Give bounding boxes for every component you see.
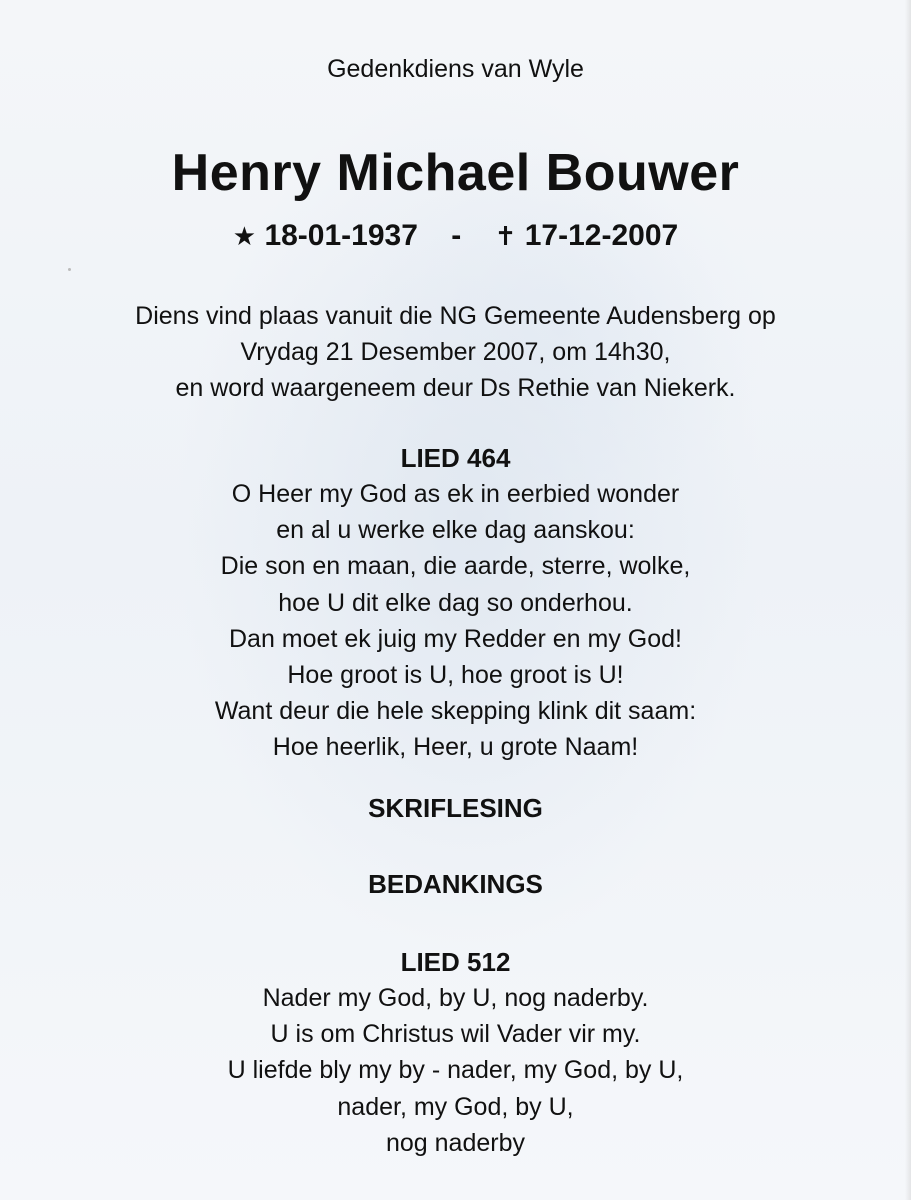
hymn-title: LIED 464 — [400, 443, 511, 473]
deceased-name: Henry Michael Bouwer — [171, 144, 740, 202]
verse-line: O Heer my God as ek in eerbied wonder — [231, 480, 680, 508]
star-icon: ★ — [232, 221, 257, 251]
verse-line: Hoe heerlik, Heer, u grote Naam! — [272, 733, 639, 762]
intro-text: Gedenkdiens van Wyle — [327, 55, 584, 83]
service-line: en word waargeneem deur Ds Rethie van Niekerk. — [175, 374, 736, 402]
reading-heading: SKRIFLESING — [368, 793, 543, 823]
date-separator: - — [451, 219, 462, 252]
verse-line: U is om Christus wil Vader vir my. — [270, 1020, 641, 1049]
hymn-verse — [0, 476, 911, 766]
verse-line: Nader my God, by U, nog naderby. — [262, 984, 649, 1012]
thanks-heading: BEDANKINGS — [368, 869, 543, 899]
scan-speck — [68, 268, 71, 271]
verse-line: Dan moet ek juig my Redder en my God! — [229, 624, 682, 653]
verse-line: en al u werke elke dag aanskou: — [276, 516, 635, 545]
verse-line: hoe U dit elke dag so onderhou. — [278, 588, 633, 617]
verse-line: nader, my God, by U, — [337, 1092, 574, 1121]
cross-icon: ✝ — [494, 221, 517, 251]
hymn-verse — [0, 980, 911, 1161]
verse-line: Want deur die hele skepping klink dit saam: — [214, 697, 697, 726]
verse-line: Hoe groot is U, hoe groot is U! — [287, 661, 624, 690]
verse-line: Die son en maan, die aarde, sterre, wolke, — [220, 552, 691, 581]
birth-date: 18-01-1937 — [264, 219, 418, 252]
service-details — [0, 298, 911, 406]
verse-line: nog naderby — [385, 1128, 525, 1157]
death-date: 17-12-2007 — [524, 219, 679, 252]
verse-line: U liefde bly my by - nader, my God, by U, — [227, 1056, 684, 1085]
service-line: Vrydag 21 Desember 2007, om 14h30, — [240, 338, 671, 366]
service-line: Diens vind plaas vanuit die NG Gemeente Audensberg op — [135, 302, 776, 330]
life-dates — [0, 216, 911, 256]
hymn-title: LIED 512 — [400, 947, 511, 977]
